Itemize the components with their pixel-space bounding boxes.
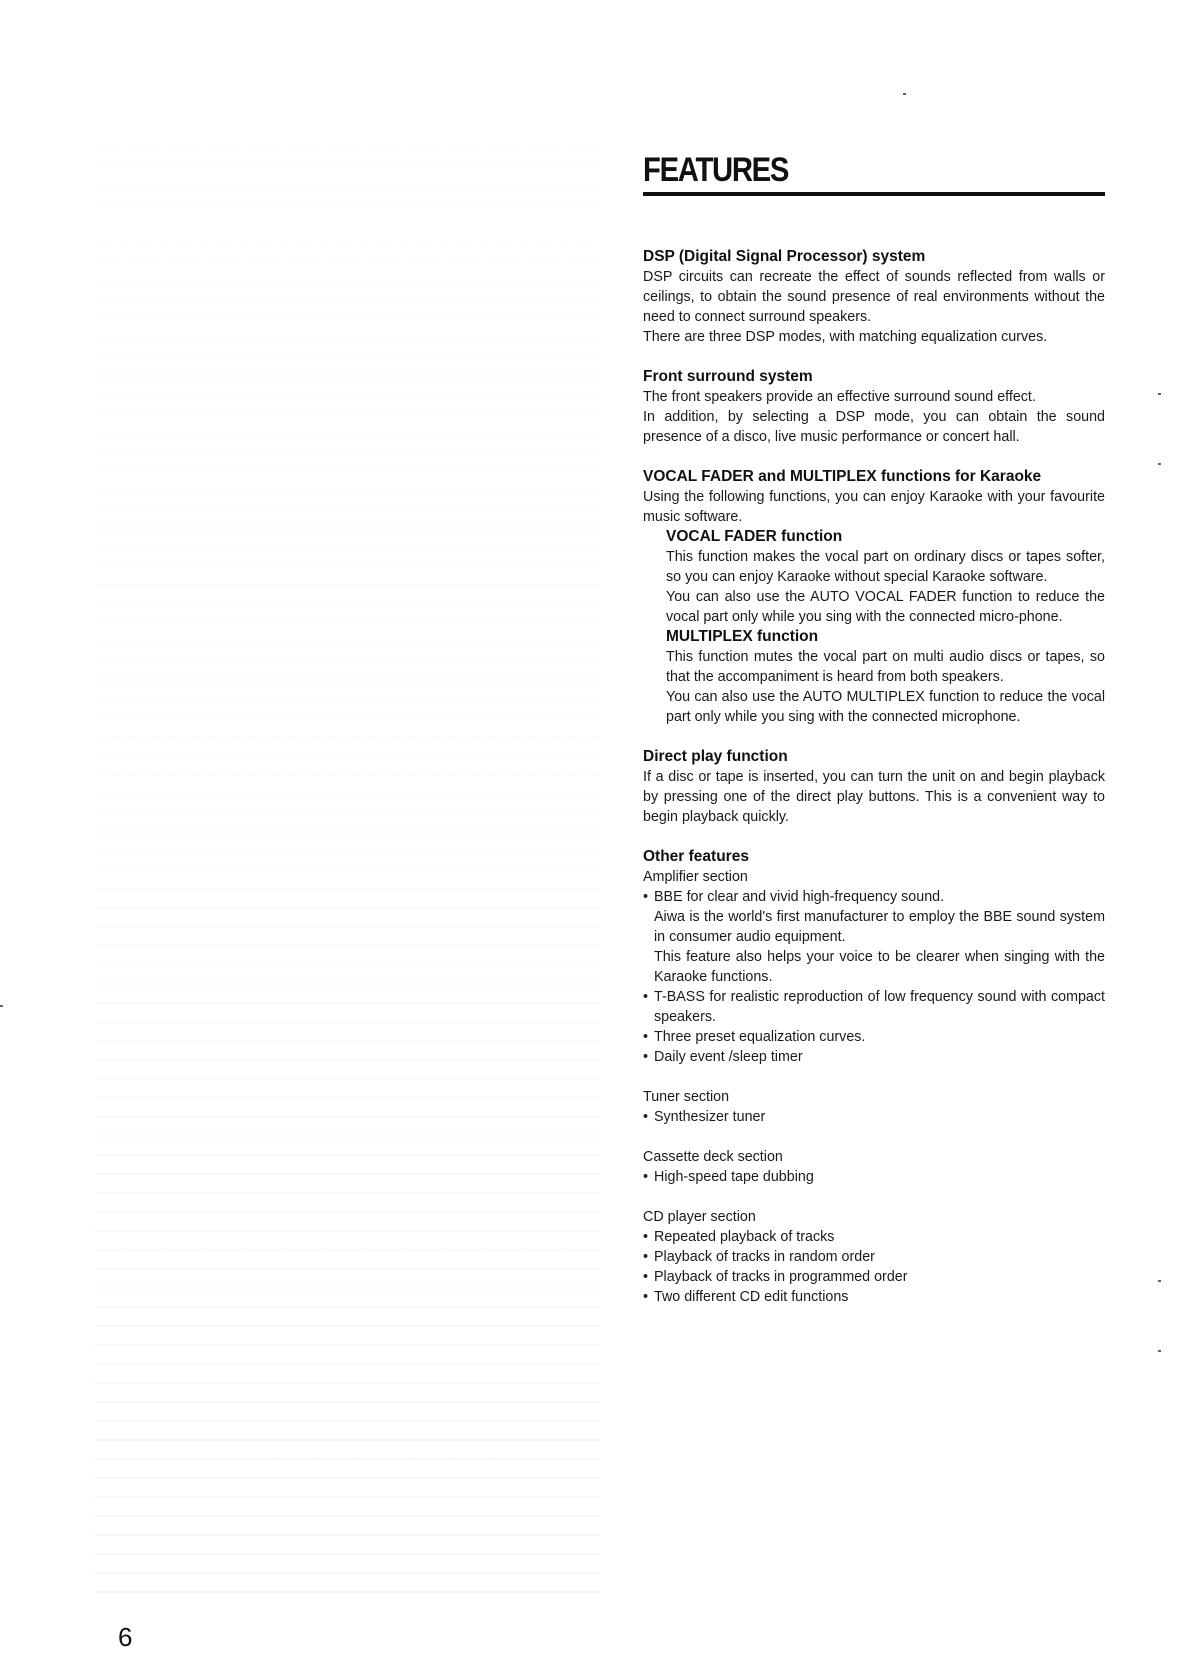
list-item: • Repeated playback of tracks <box>643 1227 1105 1247</box>
paragraph: In addition, by selecting a DSP mode, you can obtain the sound presence of a disco, live music performance or concert hall. <box>643 409 1105 445</box>
page-number: 6 <box>118 1622 133 1652</box>
show-through-background <box>95 140 600 1610</box>
paragraph: You can also use the AUTO MULTIPLEX function to reduce the vocal part only while you sing with the connected microphone. <box>666 689 1105 725</box>
group-label: CD player section <box>643 1209 756 1225</box>
paragraph: This function makes the vocal part on ordinary discs or tapes softer, so you can enjoy Karaoke without special Karaoke software. <box>666 549 1105 585</box>
list-item: • Daily event /sleep timer <box>643 1047 1105 1067</box>
subsection-heading: VOCAL FADER function <box>666 528 843 545</box>
paragraph: The front speakers provide an effective surround sound effect. <box>643 389 1036 405</box>
scan-speck <box>0 1005 3 1007</box>
features-column <box>643 150 1105 1307</box>
list-item-continuation: This feature also helps your voice to be clearer when singing with the Karaoke functions. <box>654 949 1105 985</box>
paragraph: If a disc or tape is inserted, you can turn the unit on and begin playback by pressing one of the direct play buttons. This is a convenient way to begin playback quickly. <box>643 769 1105 825</box>
section-direct-play <box>643 747 1105 827</box>
scan-speck <box>1158 393 1161 395</box>
page-title: FEATURES <box>643 151 789 189</box>
scan-speck <box>1158 1350 1161 1352</box>
scan-speck <box>903 93 906 95</box>
subsection-multiplex <box>643 627 1105 727</box>
list-item: • Playback of tracks in random order <box>643 1247 1105 1267</box>
paragraph: DSP circuits can recreate the effect of sounds reflected from walls or ceilings, to obtain the sound presence of real environments without the need to connect surround speakers. <box>643 269 1105 325</box>
section-front-surround <box>643 367 1105 447</box>
section-other-features <box>643 847 1105 1307</box>
list-item: • Synthesizer tuner <box>643 1107 1105 1127</box>
group-label: Cassette deck section <box>643 1149 783 1165</box>
list-item: • BBE for clear and vivid high-frequency sound. <box>643 887 1105 907</box>
group-label: Tuner section <box>643 1089 730 1105</box>
section-dsp <box>643 247 1105 347</box>
section-karaoke <box>643 467 1105 727</box>
scan-speck <box>1158 1280 1161 1282</box>
list-item: • Two different CD edit functions <box>643 1287 1105 1307</box>
paragraph: This function mutes the vocal part on multi audio discs or tapes, so that the accompaniment is heard from both speakers. <box>666 649 1105 685</box>
paragraph: Using the following functions, you can enjoy Karaoke with your favourite music software. <box>643 489 1105 525</box>
subsection-vocal-fader <box>643 527 1105 627</box>
group-label: Amplifier section <box>643 869 748 885</box>
list-item: • T-BASS for realistic reproduction of low frequency sound with compact speakers. <box>643 987 1105 1027</box>
section-heading: Other features <box>643 848 749 865</box>
section-heading: Front surround system <box>643 368 813 385</box>
section-heading: VOCAL FADER and MULTIPLEX functions for Karaoke <box>643 468 1042 485</box>
list-item: • Playback of tracks in programmed order <box>643 1267 1105 1287</box>
section-heading: DSP (Digital Signal Processor) system <box>643 248 926 265</box>
list-item: • Three preset equalization curves. <box>643 1027 1105 1047</box>
list-item-continuation: Aiwa is the world's first manufacturer to employ the BBE sound system in consumer audio equipment. <box>654 909 1105 945</box>
list-item: • High-speed tape dubbing <box>643 1167 1105 1187</box>
subsection-heading: MULTIPLEX function <box>666 628 819 645</box>
paragraph: There are three DSP modes, with matching equalization curves. <box>643 329 1048 345</box>
scan-speck <box>1158 463 1161 465</box>
paragraph: You can also use the AUTO VOCAL FADER function to reduce the vocal part only while you sing with the connected micro-phone. <box>666 589 1105 625</box>
section-heading: Direct play function <box>643 748 788 765</box>
